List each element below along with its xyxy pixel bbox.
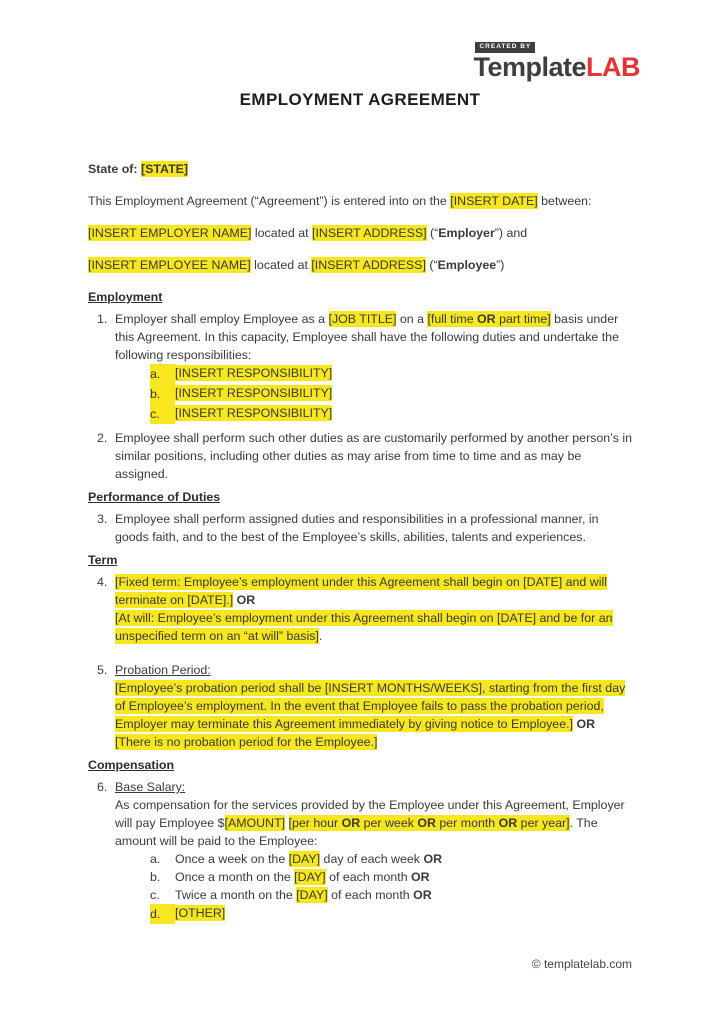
text-run: located at — [250, 258, 312, 272]
logo-created-by-badge: CREATED BY — [475, 42, 535, 53]
placeholder-run: [Fixed term: Employee’s employment under this Agreement shall begin on [DATE] and will terminate on [DATE].] — [115, 575, 607, 607]
paragraph — [88, 160, 634, 178]
page-title: EMPLOYMENT AGREEMENT — [239, 90, 481, 109]
placeholder-run: OR — [341, 816, 361, 830]
sub-list-body — [175, 384, 634, 404]
list-item-body — [115, 429, 634, 483]
text-run: Employee shall perform such other duties as are customarily performed by another person’s in similar positions, including other duties as may arise from time to time and as may be assigned. — [115, 431, 632, 481]
list-item-body — [115, 510, 634, 546]
placeholder-run: [INSERT RESPONSIBILITY] — [175, 366, 333, 380]
text-run: Employee shall perform assigned duties and responsibilities in a professional manner, in goods faith, and to the best of the Employee’s skills, abilities, talents and experiences. — [115, 512, 599, 544]
paragraph — [88, 224, 634, 242]
list-item — [88, 661, 634, 751]
list-item-number: 3. — [97, 512, 108, 526]
list-item — [88, 310, 634, 424]
section-heading: Employment — [88, 290, 163, 304]
placeholder-run: [INSERT RESPONSIBILITY] — [175, 406, 333, 420]
sub-list-item — [150, 886, 634, 904]
sub-list-body — [175, 364, 634, 384]
text-run: State of: — [88, 162, 142, 176]
placeholder-run: [INSERT EMPLOYER NAME] — [88, 226, 252, 240]
sub-list-marker: a. — [150, 364, 175, 384]
list-item-body — [115, 661, 634, 751]
sub-list-item — [150, 904, 634, 924]
placeholder-run: [Employee’s probation period shall be [INSERT MONTHS/WEEKS], starting from the first day of Employee’s employment. In the event that Employee fails to pass the probation period, Employer may terminate this Agreement immediately by giving notice to Employee.] — [115, 681, 626, 731]
sub-list-marker: b. — [150, 870, 161, 884]
sub-list-body — [175, 886, 634, 904]
sub-list-body — [175, 868, 634, 886]
list-item-body — [115, 310, 634, 424]
section-heading: Compensation — [88, 758, 175, 772]
sub-list-marker: c. — [150, 888, 160, 902]
logo-name-accent: LAB — [586, 51, 640, 82]
placeholder-run: part time] — [495, 312, 551, 326]
text-run: Once a month on the — [175, 870, 295, 884]
document-body — [88, 160, 634, 924]
sub-list-item — [150, 384, 634, 404]
text-run: OR — [423, 852, 443, 866]
text-run: Employee — [437, 258, 497, 272]
placeholder-run: [DAY] — [288, 852, 321, 866]
list-item-number: 4. — [97, 575, 108, 589]
sub-list-body — [175, 850, 634, 868]
list-item-number: 5. — [97, 663, 108, 677]
text-run: Employer — [438, 226, 495, 240]
footer-copyright: © templatelab.com — [531, 957, 632, 971]
list-item — [88, 510, 634, 546]
text-run: . — [318, 629, 323, 643]
paragraph — [88, 192, 634, 210]
text-run: OR — [236, 593, 256, 607]
list-item — [88, 429, 634, 483]
placeholder-run: [INSERT ADDRESS] — [312, 226, 427, 240]
logo-wordmark — [473, 51, 640, 82]
placeholder-run: [At will: Employee’s employment under this Agreement shall begin on [DATE] and be for an unspecified term on an “at will” basis] — [115, 611, 613, 643]
sub-list-marker: c. — [150, 404, 175, 424]
sub-list-item — [150, 850, 634, 868]
placeholder-run: [INSERT DATE] — [450, 194, 538, 208]
placeholder-run: OR — [498, 816, 518, 830]
placeholder-run: per year] — [517, 816, 570, 830]
placeholder-run: [per hour — [288, 816, 342, 830]
placeholder-run: [JOB TITLE] — [328, 312, 397, 326]
placeholder-run: [INSERT ADDRESS] — [311, 258, 426, 272]
text-run: day of each week — [320, 852, 424, 866]
placeholder-run: [DAY] — [294, 870, 326, 884]
placeholder-run: [full time — [427, 312, 478, 326]
text-run: . The amount will be paid to the Employee: — [115, 816, 598, 848]
placeholder-run: [OTHER] — [175, 906, 226, 920]
list-item-body — [115, 573, 634, 645]
text-run: OR — [411, 870, 430, 884]
sub-list-item — [150, 404, 634, 424]
placeholder-run: per week — [360, 816, 418, 830]
text-run: Twice a month on the — [175, 888, 297, 902]
list-item-body — [115, 778, 634, 924]
list-item — [88, 778, 634, 924]
text-run: Base Salary: — [115, 780, 186, 794]
text-run: This Employment Agreement (“Agreement”) is entered into on the — [88, 194, 451, 208]
placeholder-run: per month — [435, 816, 499, 830]
text-run: OR — [413, 888, 432, 902]
text-run: Once a week on the — [175, 852, 289, 866]
list-item-number: 1. — [97, 312, 108, 326]
text-run: of each month — [327, 888, 414, 902]
placeholder-run: [AMOUNT] — [224, 816, 286, 830]
text-run: ”) — [496, 258, 505, 272]
text-run: Employer shall employ Employee as a — [115, 312, 329, 326]
sub-list-marker: b. — [150, 384, 175, 404]
section-heading: Term — [88, 553, 118, 567]
text-run: OR — [576, 717, 596, 731]
list-item-number: 6. — [97, 780, 108, 794]
paragraph — [88, 256, 634, 274]
section-heading: Performance of Duties — [88, 490, 221, 504]
sub-list-item — [150, 868, 634, 886]
text-run: of each month — [325, 870, 412, 884]
placeholder-run: [STATE] — [141, 162, 189, 176]
sub-list-body — [175, 904, 634, 924]
list-item-number: 2. — [97, 431, 108, 445]
placeholder-run: [There is no probation period for the Employee.] — [115, 735, 378, 749]
placeholder-run: OR — [477, 312, 496, 326]
templatelab-logo — [473, 36, 640, 81]
text-run: Probation Period: — [115, 663, 211, 677]
sub-list-item — [150, 364, 634, 384]
text-run: on a — [396, 312, 428, 326]
sub-list-marker: d. — [150, 904, 175, 924]
text-run: ”) and — [494, 226, 528, 240]
placeholder-run: [DAY] — [296, 888, 328, 902]
placeholder-run: [INSERT RESPONSIBILITY] — [175, 386, 333, 400]
placeholder-run: [INSERT EMPLOYEE NAME] — [88, 258, 251, 272]
text-run: As compensation for the services provided by the Employee under this Agreement, Employer will pay Employee $ — [115, 798, 625, 830]
text-run: located at — [251, 226, 313, 240]
sub-list-marker: a. — [150, 852, 161, 866]
text-run: between: — [537, 194, 592, 208]
text-run: basis under this Agreement. In this capacity, Employee shall have the following duties and undertake the following responsibilities: — [115, 312, 619, 362]
text-run: (“ — [425, 258, 438, 272]
list-item — [88, 573, 634, 645]
sub-list-body — [175, 404, 634, 424]
logo-name-primary: Template — [473, 51, 586, 82]
placeholder-run: OR — [417, 816, 436, 830]
text-run: (“ — [426, 226, 439, 240]
